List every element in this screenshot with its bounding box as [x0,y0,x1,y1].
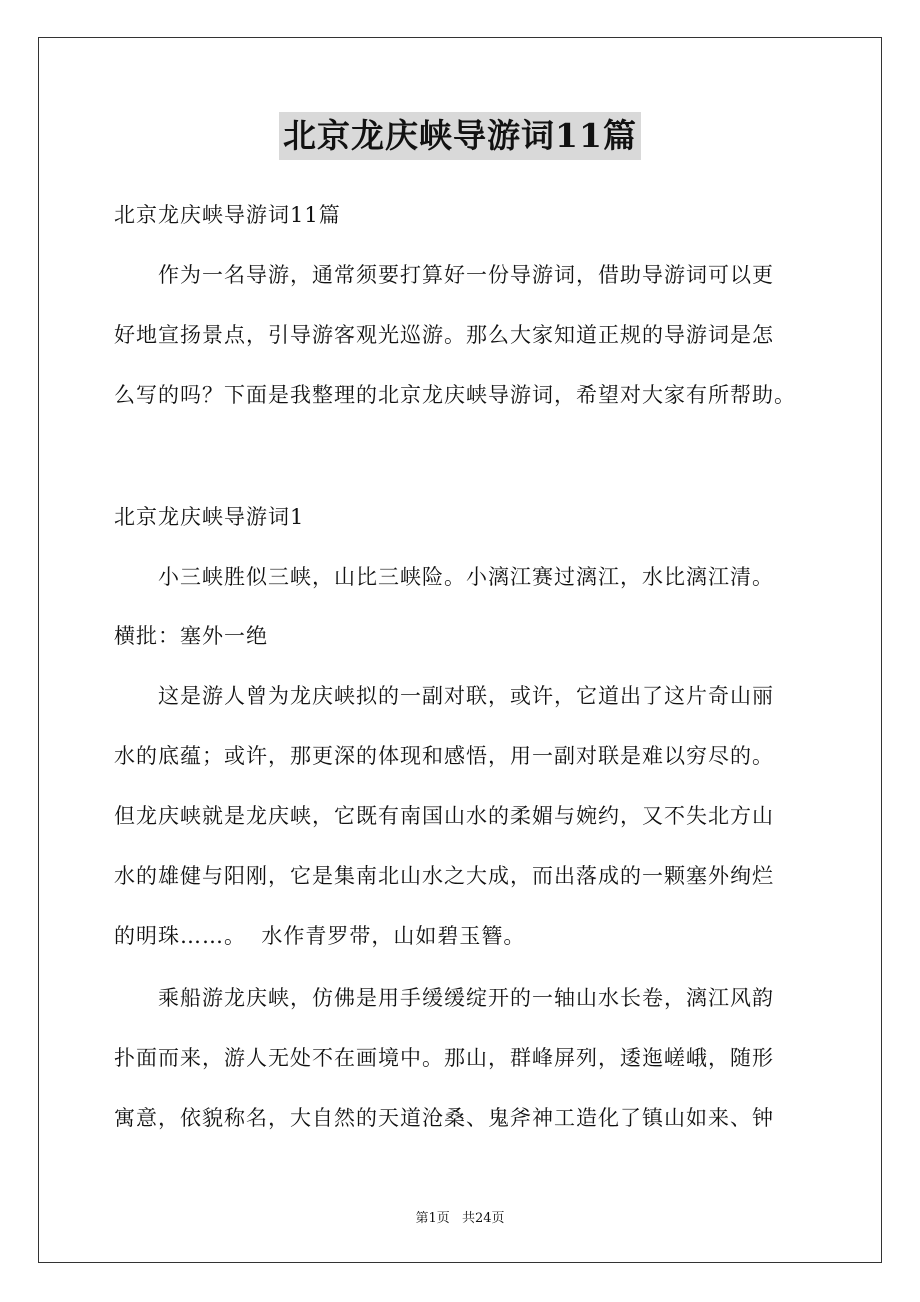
paragraph-line: 水的底蕴；或许，那更深的体现和感悟，用一副对联是难以穷尽的。 [114,744,774,768]
page-total: 共24页 [461,1211,505,1226]
paragraph-line: 横批：塞外一绝 [114,624,268,648]
paragraph-line: 扑面而来，游人无处不在画境中。那山，群峰屏列，逶迤嵯峨，随形 [114,1046,774,1070]
page-footer [0,1207,920,1226]
paragraph-line: 么写的吗？下面是我整理的北京龙庆峡导游词，希望对大家有所帮助。 [114,383,796,407]
subtitle-line: 北京龙庆峡导游词11篇 [114,203,341,227]
paragraph-line: 作为一名导游，通常须要打算好一份导游词，借助导游词可以更 [158,263,774,287]
paragraph-line: 寓意，依貌称名，大自然的天道沧桑、鬼斧神工造化了镇山如来、钟 [114,1106,774,1130]
paragraph-line: 的明珠……。 水作青罗带，山如碧玉簪。 [114,924,526,948]
paragraph-line: 这是游人曾为龙庆峡拟的一副对联，或许，它道出了这片奇山丽 [158,684,774,708]
document-title: 北京龙庆峡导游词11篇 [279,112,641,160]
paragraph-line: 小三峡胜似三峡，山比三峡险。小漓江赛过漓江，水比漓江清。 [158,565,774,589]
title-container [0,112,920,160]
paragraph-line: 好地宣扬景点，引导游客观光巡游。那么大家知道正规的导游词是怎 [114,323,774,347]
paragraph-line: 乘船游龙庆峡，仿佛是用手缓缓绽开的一轴山水长卷，漓江风韵 [158,986,774,1010]
section-heading: 北京龙庆峡导游词1 [114,505,305,529]
paragraph-line: 但龙庆峡就是龙庆峡，它既有南国山水的柔媚与婉约，又不失北方山 [114,804,774,828]
page-number: 第1页 [415,1211,450,1226]
paragraph-line: 水的雄健与阳刚，它是集南北山水之大成，而出落成的一颗塞外绚烂 [114,864,774,888]
